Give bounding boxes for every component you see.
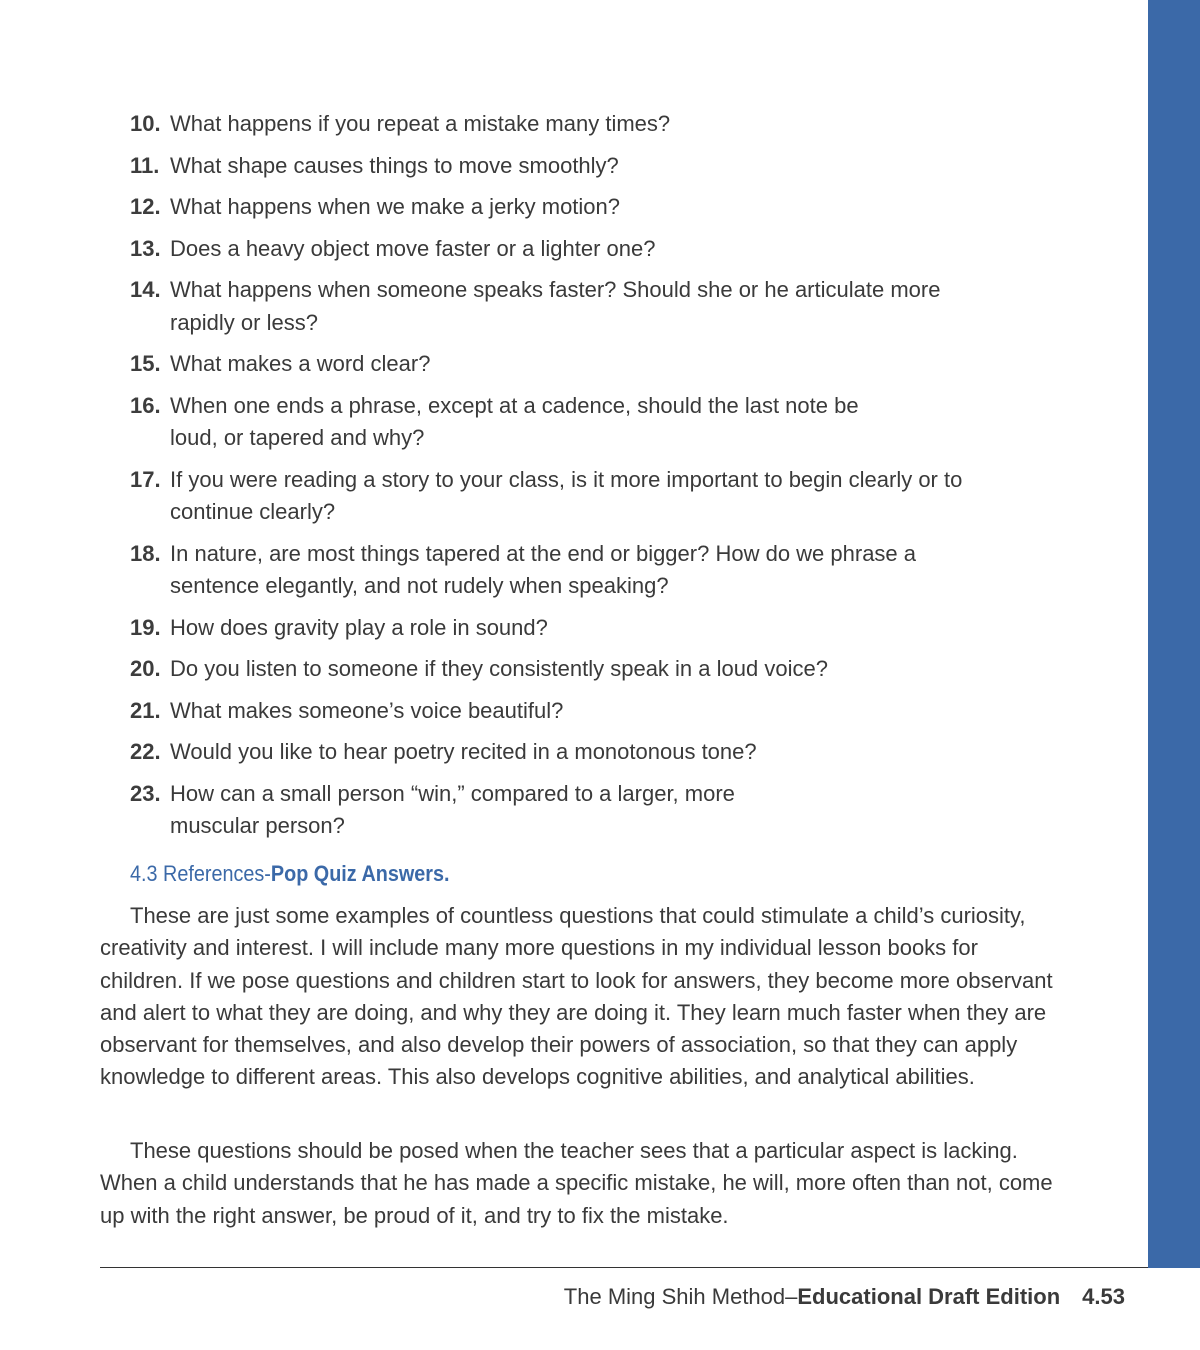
question-text: What shape causes things to move smoothly? [170,152,619,178]
question-text: When one ends a phrase, except at a cadence, should the last note be loud, or tapered and why? [170,392,859,450]
question-text: What makes a word clear? [170,351,431,376]
question-text: Do you listen to someone if they consistently speak in a loud voice? [170,656,828,681]
footer-book-title: The Ming Shih Method– [563,1284,798,1309]
question-text: What happens if you repeat a mistake many times? [170,111,671,136]
question-text: What happens when we make a jerky motion? [170,194,621,219]
section-heading [130,858,450,890]
question-text: What makes someone’s voice beautiful? [170,697,564,723]
question-item [130,191,1030,224]
question-number: 16. [130,392,161,418]
question-number: 20. [130,656,161,681]
section-prefix: References- [163,861,271,886]
section-number: 4.3 [130,861,158,886]
question-text: If you were reading a story to your class, is it more important to begin clearly or to continue clearly? [170,466,963,524]
question-item [130,108,1030,141]
question-number: 10. [130,111,161,136]
section-title: Pop Quiz Answers. [270,861,450,886]
question-number: 18. [130,540,161,566]
page-number: 4.53 [1082,1284,1125,1309]
question-text: What happens when someone speaks faster? Should she or he articulate more rapidly or less? [170,277,941,335]
question-item [130,612,1030,645]
page-footer [564,1282,1125,1312]
question-number: 14. [130,277,161,302]
question-number: 19. [130,614,161,640]
question-item [130,150,1030,183]
side-color-band [1148,0,1200,1268]
question-number: 15. [130,351,161,376]
body-paragraph: These are just some examples of countless questions that could stimulate a child’s curiosity, creativity and interest. I will include many more questions in my individual lesson books for children. If we pose questions and children start to look for answers, they become more observant and alert to what they are doing, and why they are doing it. They learn much faster when they are observant for themselves, and also develop their powers of association, so that they can apply knowledge to different areas. This also develops cognitive abilities, and analytical abilities. [100,903,1053,1090]
question-number: 17. [130,466,161,492]
question-number: 11. [130,152,160,178]
question-number: 12. [130,194,161,219]
question-text: In nature, are most things tapered at the end or bigger? How do we phrase a sentence elegantly, and not rudely when speaking? [170,540,917,598]
question-item [130,778,1030,843]
body-paragraph: These questions should be posed when the teacher sees that a particular aspect is lacking. When a child understands that he has made a specific mistake, he will, more often than not, come up with the right answer, be proud of it, and try to fix the mistake. [100,1138,1053,1228]
question-number: 13. [130,235,161,261]
question-item [130,390,1030,455]
footer-divider [100,1267,1148,1268]
question-item [130,464,1030,529]
question-number: 23. [130,780,161,806]
question-text: How does gravity play a role in sound? [170,614,548,640]
question-item [130,695,1030,728]
question-item [130,736,1030,769]
question-item [130,274,1030,339]
question-item [130,233,1030,266]
question-text: How can a small person “win,” compared to a larger, more muscular person? [170,780,735,838]
question-number: 21. [130,697,161,723]
question-list [130,108,1030,852]
question-number: 22. [130,739,161,764]
question-text: Would you like to hear poetry recited in a monotonous tone? [170,739,757,764]
question-item [130,348,1030,381]
footer-edition: Educational Draft Edition [797,1284,1061,1309]
question-item [130,653,1030,686]
question-item [130,538,1030,603]
question-text: Does a heavy object move faster or a lighter one? [170,235,656,261]
